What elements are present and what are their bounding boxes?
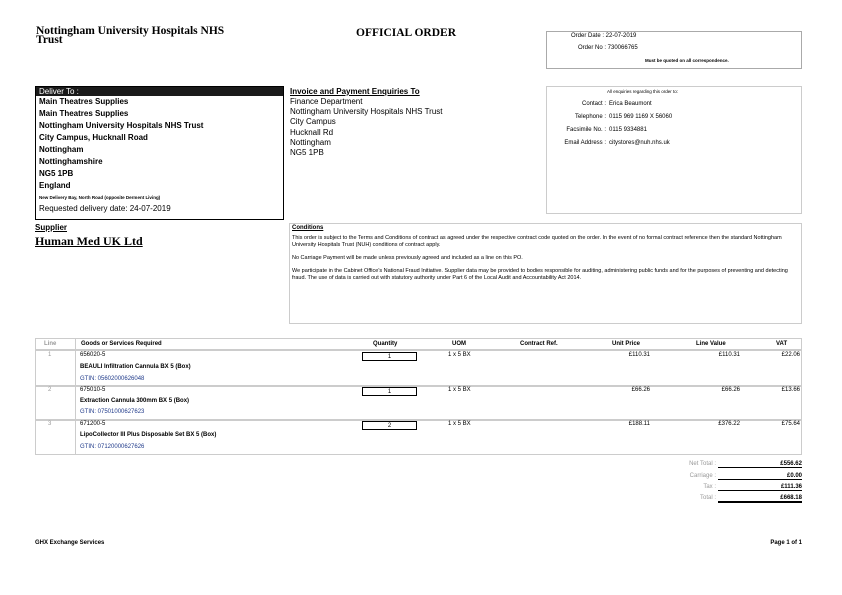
email-row: Email Address : citystores@nuh.nhs.uk: [564, 140, 670, 146]
deliver-line: NG5 1PB: [39, 169, 74, 178]
invoice-heading: Invoice and Payment Enquiries To: [290, 87, 420, 96]
document-title: OFFICIAL ORDER: [356, 27, 456, 39]
row-line-number: 3: [48, 421, 52, 427]
invoice-section: [290, 86, 540, 158]
contact-list: [547, 98, 672, 150]
facsimile-row: Facsimile No. : 0115 9334881: [566, 127, 647, 133]
row-uom: 1 x 5 BX: [448, 352, 471, 358]
deliver-line: Main Theatres Supplies: [39, 109, 129, 118]
supplier-name: Human Med UK Ltd: [35, 234, 143, 248]
invoice-line: Nottingham University Hospitals NHS Trust: [290, 107, 443, 117]
carriage-value: £0.00: [718, 473, 802, 480]
deliver-line: England: [39, 181, 71, 190]
row-vat: £22.06: [781, 352, 800, 358]
row-gtin: GTIN: 07501000627623: [80, 409, 145, 415]
net-total-label: Net Total :: [689, 461, 716, 467]
invoice-line: City Campus: [290, 117, 336, 127]
deliver-line: Nottinghamshire: [39, 157, 103, 166]
conditions-paragraph: This order is subject to the Terms and Conditions of contract as agreed under the respective contract code quoted on the order. In the event of no formal contract reference then the standard Nottingham University Hospitals Trust (NUH) conditions of contract apply.: [292, 235, 782, 248]
supplier-label: Supplier: [35, 223, 68, 232]
row-line-number: 1: [48, 352, 52, 358]
quote-note: Must be quoted on all correspondence.: [645, 58, 729, 63]
row-unit-price: £188.11: [628, 421, 650, 427]
row-vat: £75.64: [781, 421, 800, 427]
deliver-line: Main Theatres Supplies: [39, 97, 129, 106]
row-description: LipoCollector III Plus Disposable Set BX 5 (Box): [80, 432, 217, 438]
row-unit-price: £66.26: [631, 387, 650, 393]
header-unit-price: Unit Price: [612, 341, 641, 347]
invoice-line: NG5 1PB: [290, 148, 324, 158]
header-uom: UOM: [452, 341, 466, 347]
deliver-to-heading: Deliver To :: [36, 87, 283, 96]
row-line-value: £66.26: [721, 387, 740, 393]
enquiries-heading: All enquiries regarding this order to:: [607, 89, 679, 94]
row-unit-price: £110.31: [628, 352, 650, 358]
deliver-line: Nottingham University Hospitals NHS Trust: [39, 121, 204, 130]
deliver-to-box: [35, 86, 284, 220]
row-product-code: 675010-5: [80, 387, 106, 393]
header-line: Line: [44, 341, 57, 347]
row-product-code: 671200-5: [80, 421, 106, 427]
row-line-value: £110.31: [718, 352, 740, 358]
header-vat: VAT: [776, 341, 788, 347]
row-quantity: 1: [362, 352, 417, 361]
requested-delivery-date: Requested delivery date: 24-07-2019: [39, 204, 171, 213]
header-contract-ref: Contract Ref.: [520, 341, 558, 347]
conditions-box: [289, 223, 802, 324]
order-date: Order Date : 22-07-2019: [571, 33, 637, 39]
enquiries-box: [546, 86, 802, 214]
deliver-line: City Campus, Hucknall Road: [39, 133, 148, 142]
invoice-line: Hucknall Rd: [290, 127, 334, 137]
deliver-line: Nottingham: [39, 145, 84, 154]
row-uom: 1 x 5 BX: [448, 387, 471, 393]
carriage-label: Carriage :: [689, 473, 716, 479]
contact-row: Contact : Erica Beaumont: [581, 101, 652, 107]
row-gtin: GTIN: 05602000626048: [80, 376, 145, 382]
row-uom: 1 x 5 BX: [448, 421, 471, 427]
tax-label: Tax :: [703, 484, 716, 490]
order-number: Order No : 730066765: [578, 45, 638, 51]
row-vat: £13.66: [781, 387, 800, 393]
row-description: Extraction Cannula 300mm BX 5 (Box): [80, 398, 190, 404]
row-line-value: £376.22: [718, 421, 740, 427]
line-column-divider: [75, 338, 76, 455]
header-goods: Goods or Services Required: [81, 341, 162, 347]
row-product-code: 656020-5: [80, 352, 106, 358]
conditions-heading: Conditions: [292, 225, 324, 231]
organisation-name: Nottingham University Hospitals NHS Trust: [36, 25, 225, 46]
row-gtin: GTIN: 07120000627626: [80, 444, 145, 450]
total-label: Total :: [699, 495, 716, 501]
invoice-address: [290, 97, 540, 158]
net-total-value: £556.62: [718, 461, 802, 468]
page-number: Page 1 of 1: [770, 540, 802, 546]
invoice-line: Nottingham: [290, 137, 331, 147]
telephone-row: Telephone : 0115 969 1169 X 56060: [574, 114, 673, 120]
delivery-note: New Delivery Bay, North Road (opposite Derment Living): [39, 195, 161, 200]
total-value: £668.18: [718, 495, 802, 503]
order-info-box: [546, 31, 802, 69]
conditions-paragraph: No Carriage Payment will be made unless previously agreed and included as a line on this PO.: [292, 255, 523, 261]
footer-provider: GHX Exchange Services: [35, 540, 105, 546]
row-quantity: 1: [362, 387, 417, 396]
header-line-value: Line Value: [696, 341, 726, 347]
tax-value: £111.36: [718, 484, 802, 491]
conditions-paragraph: We participate in the Cabinet Office's National Fraud Initiative. Supplier data may be provided to bodies responsible for auditing, administering public funds and for the purposes of preventing and detecting fraud. The use of data is carried out with statutory authority under Part 6 of the Local Audit and Accountability Act 2014.: [292, 268, 788, 281]
row-quantity: 2: [362, 421, 417, 430]
row-description: BEAULI Infiltration Cannula BX 5 (Box): [80, 364, 191, 370]
invoice-line: Finance Department: [290, 97, 363, 106]
row-line-number: 2: [48, 387, 52, 393]
header-quantity: Quantity: [373, 341, 398, 347]
deliver-address: [36, 96, 283, 192]
